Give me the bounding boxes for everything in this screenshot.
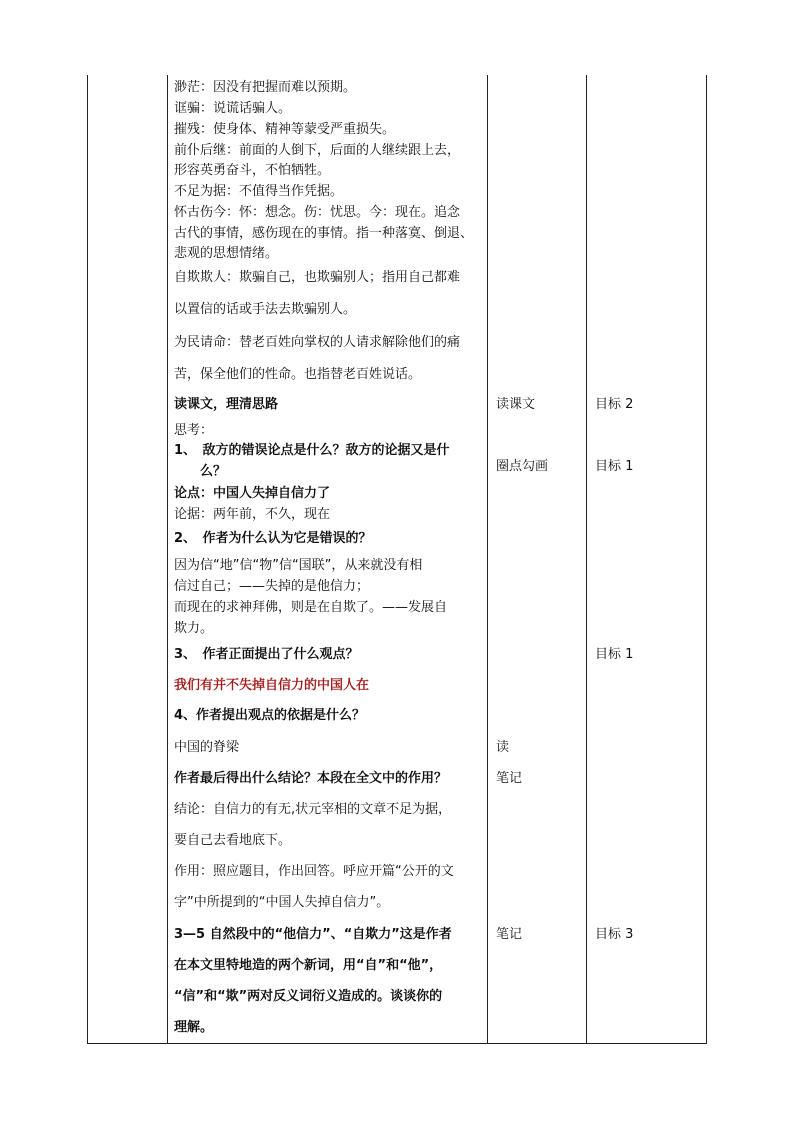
- goal-cell: 目标 2: [595, 397, 634, 412]
- activity-cell: 圈点勾画: [496, 459, 549, 474]
- activity-cell: 读课文: [496, 397, 536, 412]
- content-line: 3—5 自然段中的“他信力”、“自欺力”这是作者: [174, 927, 452, 942]
- content-line: 悲观的思想情绪。: [174, 246, 279, 261]
- activity-cell: 读: [496, 740, 510, 755]
- content-line: 2、 作者为什么认为它是错误的？: [174, 531, 372, 546]
- content-line: 前仆后继：前面的人倒下，后面的人继续跟上去，: [174, 143, 461, 158]
- content-line: 思考：: [174, 423, 214, 438]
- content-line: “信”和“欺”两对反义词衍义造成的。谈谈你的: [174, 989, 443, 1004]
- activity-cell: 笔记: [496, 927, 523, 942]
- table-border-left: [87, 75, 88, 1044]
- content-line: 3、 作者正面提出了什么观点？: [174, 647, 359, 662]
- content-line: 为民请命：替老百姓向掌权的人请求解除他们的痛: [174, 335, 461, 350]
- content-line: 论点：中国人失掉自信力了: [174, 486, 331, 501]
- content-line: 字”中所提到的“中国人失掉自信力”。: [174, 895, 390, 910]
- content-line: 不足为据：不值得当作凭据。: [174, 184, 344, 199]
- content-line: 以置信的话或手法去欺骗别人。: [174, 302, 357, 317]
- content-line: 欺力。: [174, 621, 214, 636]
- content-line: 论据：两年前，不久，现在: [174, 507, 331, 522]
- content-line: 怀古伤今：怀：想念。伤：忧思。今：现在。追念: [174, 205, 461, 220]
- content-line: 而现在的求神拜佛，则是在自欺了。——发展自: [174, 600, 448, 615]
- content-line: 摧残：使身体、精神等蒙受严重损失。: [174, 122, 396, 137]
- content-line: 结论：自信力的有无,状元宰相的文章不足为据，: [174, 802, 452, 817]
- content-line: 形容英勇奋斗，不怕牺牲。: [174, 163, 331, 178]
- table-border-bottom: [87, 1043, 707, 1044]
- content-line: 诓骗：说谎话骗人。: [174, 101, 292, 116]
- content-line: 苦，保全他们的性命。也指替老百姓说话。: [174, 367, 422, 382]
- column-divider-3: [586, 75, 587, 1044]
- activity-cell: 笔记: [496, 771, 523, 786]
- content-line: 4、作者提出观点的依据是什么？: [174, 708, 366, 723]
- content-line: 在本文里特地造的两个新词，用“自”和“他”，: [174, 958, 443, 973]
- goal-cell: 目标 1: [595, 647, 634, 662]
- content-line: 因为信“地”信“物”信“国联”，从来就没有相: [174, 558, 423, 573]
- content-line: 读课文，理清思路: [174, 397, 279, 412]
- content-line: 我们有并不失掉自信力的中国人在: [174, 678, 370, 693]
- content-line: 要自己去看地底下。: [174, 833, 292, 848]
- content-line: 信过自己；——失掉的是他信力；: [174, 579, 370, 594]
- content-line: 自欺欺人：欺骗自己，也欺骗别人；指用自己都难: [174, 270, 461, 285]
- content-line: 1、 敌方的错误论点是什么？敌方的论据又是什: [174, 443, 450, 458]
- goal-cell: 目标 1: [595, 459, 634, 474]
- content-line: 渺茫：因没有把握而难以预期。: [174, 80, 357, 95]
- content-line: 中国的脊梁: [174, 740, 240, 755]
- column-divider-2: [487, 75, 488, 1044]
- column-divider-1: [167, 75, 168, 1044]
- content-line: 作用：照应题目，作出回答。呼应开篇“公开的文: [174, 864, 454, 879]
- table-border-right: [706, 75, 707, 1044]
- goal-cell: 目标 3: [595, 927, 634, 942]
- content-line: 作者最后得出什么结论？本段在全文中的作用？: [174, 771, 448, 786]
- content-line: 古代的事情，感伤现在的事情。指一种落寞、倒退、: [174, 226, 474, 241]
- content-line: 么？: [174, 464, 227, 479]
- content-line: 理解。: [174, 1020, 214, 1035]
